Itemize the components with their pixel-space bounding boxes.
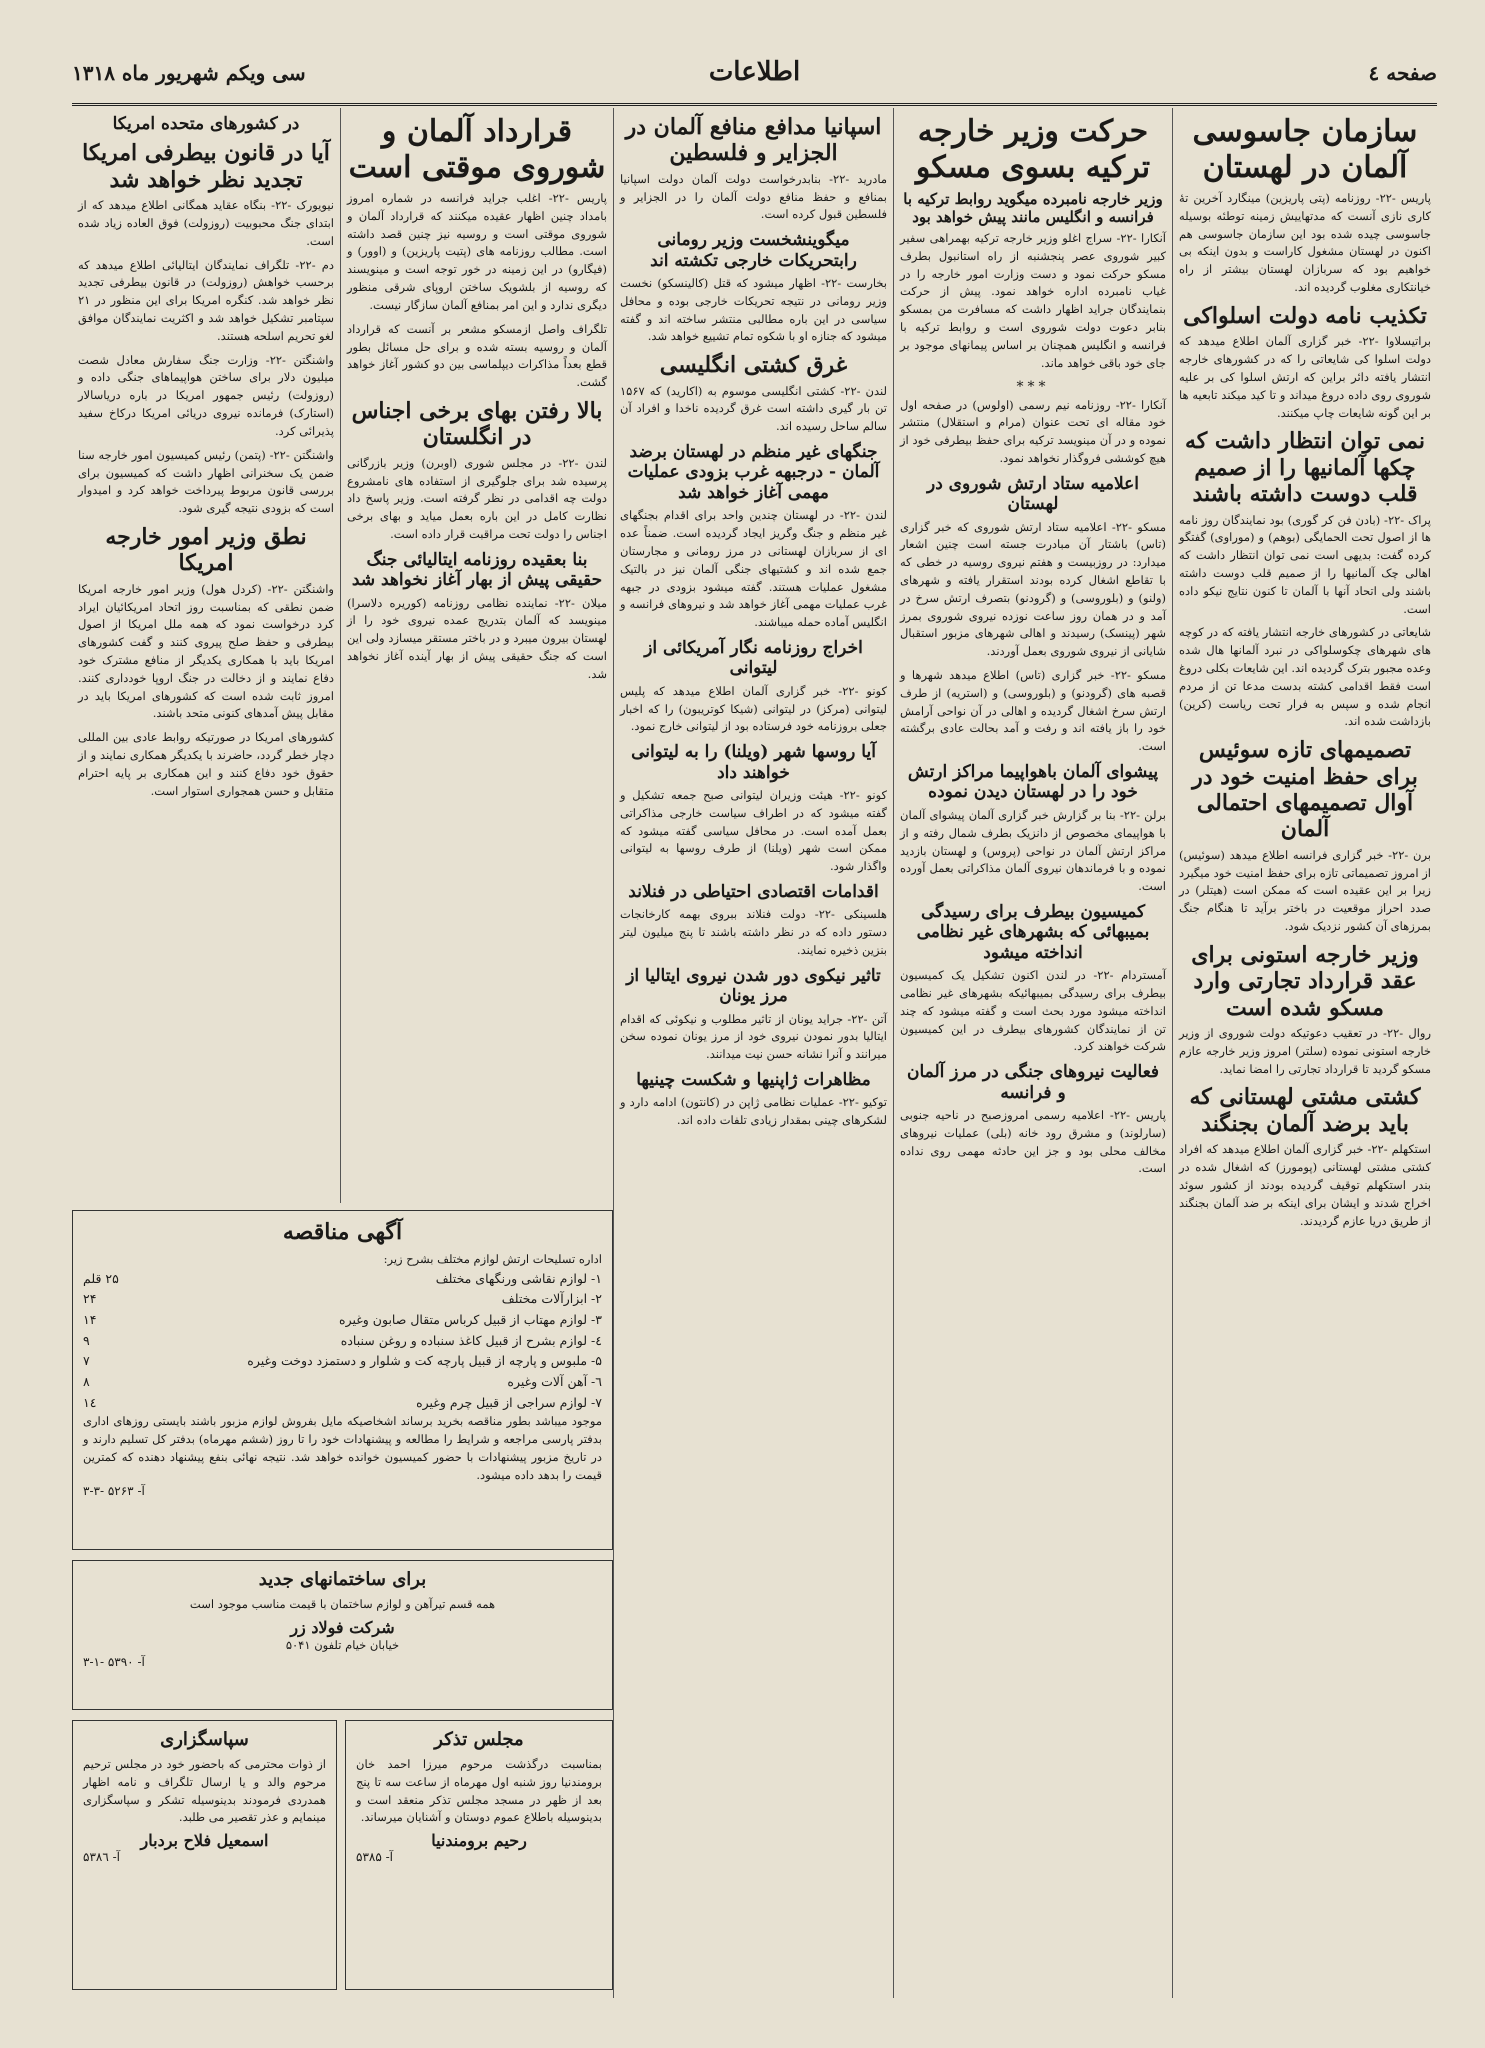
headline-ship-sunk: غرق کشتی انگلیسی xyxy=(659,352,848,379)
article-text: کشورهای امریکا در صورتیکه روابط عادی بین المللی دچار خطر گردد، حاضرند با یکدیگر همکاری نمایند و از حقوق خود دفاع کنند و این همکاری بر پایه احترام متقابل و حسن همجواری استوار است. xyxy=(78,730,334,798)
article-text: مسکو -۲۲- خبر گزاری (تاس) اطلاع میدهد شهرها و قصبه های (گرودنو) و (بلوروسی) و (استریه) از طرف ارتش سرخ اشغال گردیده و اهالی در آن نواحی آرامش خود را باز یافته اند و رفت و آمد بحالت عادی برگشته است. xyxy=(900,668,1166,754)
headline-estonia: وزیر خارجه استونی برای عقد قرارداد تجارتی وارد مسکو شده است xyxy=(1191,941,1419,1021)
company-name: شرکت فولاد زر xyxy=(290,1617,395,1637)
thanks-ad xyxy=(72,1720,337,1990)
article-text: واشنگتن -۲۲- (کردل هول) وزیر امور خارجه امریکا ضمن نطقی که بمناسبت روز اتحاد امریکائیان ایراد کرد درخواست نمود که همه ملل امریکا از اصول بیطرفی و حفظ صلح پیروی کنند و گفت کشورهای امریکا باید با همکاری یکدیگر از منافع مشترک خود دفاع نمایند و از دخالت در جنگ اروپا خودداری کنند. امروز ثابت شده است که کشورهای امریکا باید در مقابل پیش آمدهای کنونی متحد باشند. xyxy=(78,581,334,721)
building-text: همه قسم تیرآهن و لوازم ساختمان با قیمت مناسب موجود است xyxy=(189,1597,496,1611)
memorial-ad xyxy=(345,1720,613,1990)
article-text: تلگراف واصل ازمسکو مشعر بر آنست که قرارداد آلمان و روسیه بسته شده و برای حل مسائل بطور قطع بعداً مذاکرات دیپلماسی بین دو کشور آغاز خواهد گشت. xyxy=(347,321,607,390)
headline-slovakia: تکذیب نامه دولت اسلواکی xyxy=(1183,302,1427,329)
headline-front: فعالیت نیروهای جنگی در مرز آلمان و فرانسه xyxy=(906,1062,1160,1103)
tender-item: ۲- ابزارآلات مختلف ۲۴ xyxy=(83,1291,602,1307)
article-text: پراک -۲۲- (بادن فن کر گوری) بود نمایندگان روز نامه ها از اصول تحت الحمایگی (بوهم) و (موراوی) گفتگو کرده گفت: بدیهی است نمی توان انتظار داشت که اهالی چک آلمانیها را از صمیم قلب دوست داشته باشند ولی اتحاد آنها با آلمان تا کنون نتایج نیکو داده است. xyxy=(1179,512,1432,616)
separator: *** xyxy=(1016,378,1050,395)
headline-neutrality: آیا در قانون بیطرفی امریکا تجدید نظر خواهد شد xyxy=(82,140,330,193)
ad-code: آ- ۵۲۶۳ -۳-۳ xyxy=(83,1484,145,1499)
issue-date: سی ویکم شهریور ماه ۱۳۱۸ xyxy=(72,61,306,85)
paper-name: اطلاعات xyxy=(708,57,801,87)
headline-japan: مظاهرات ژاپنیها و شکست چینیها xyxy=(636,1070,871,1091)
ad-code: آ- ۵۳۸٦ xyxy=(83,1850,120,1865)
headline-turkey-fm: حرکت وزیر خارجه ترکیه بسوی مسکو xyxy=(915,114,1151,185)
article-text: میلان -۲۲- نماینده نظامی روزنامه (کوریره دلاسرا) مینویسد که آلمان بتدریج عمده نیروی خود را از لهستان بیرون میبرد و در باختر مستقر میسازد ولی این است که جنگ حقیقی پیش از بهار آینده آغاز نخواهد شد. xyxy=(347,595,607,681)
headline-italy-greece: تاثیر نیکوی دور شدن نیروی ایتالیا از مرز یونان xyxy=(626,965,881,1007)
headline-czechs: نمی توان انتظار داشت که چکها آلمانیها را از صمیم قلب دوست داشته باشند xyxy=(1184,428,1426,508)
building-title: برای ساختمانهای جدید xyxy=(258,1569,427,1590)
headline-prices: بالا رفتن بهای برخی اجناس در انگلستان xyxy=(351,397,603,451)
headline-spain: اسپانیا مدافع منافع آلمان در الجزایر و فلسطین xyxy=(625,114,882,167)
headline-poland-guerrilla: جنگهای غیر منظم در لهستان برضد آلمان - درجبهه غرب بزودی عملیات مهمی آغاز خواهد شد xyxy=(627,442,880,503)
article-text: واشنگتن -۲۲- (پتمن) رئیس کمیسیون امور خارجه سنا ضمن یک سخنرانی اظهار داشت که کمیسیون برای بررسی قانون مربوط پیرداخت خواهد کرد و امیدوار است که بزودی نتیجه گیری شود. xyxy=(78,447,334,516)
building-ad xyxy=(72,1560,613,1710)
column-4 xyxy=(340,108,613,1203)
tender-item: ۳- لوازم مهتاب از قبیل کرباس متقال صابون وغیره ۱۴ xyxy=(83,1312,602,1328)
article-text: بخارست -۲۲- اظهار میشود که قتل (کالینسکو) نخست وزیر رومانی در نتیجه تحریکات خارجی بوده و محافل سیاسی در این باره مطالبی منتشر ساخته اند و گفته میشود که جنازه او با شکوه تمام تشییع خواهد شد. xyxy=(620,276,888,344)
article-text: لندن -۲۲- کشتی انگلیسی موسوم به (اکارید) که ۱۵۶۷ تن بار گیری داشته است غرق گردیده ناخدا و افراد آن سالم ساحل رسیده اند. xyxy=(620,383,888,434)
headline-hull-speech: نطق وزیر امور خارجه امریکا xyxy=(105,523,307,577)
tender-item-list xyxy=(83,1269,602,1413)
tender-ad xyxy=(72,1210,613,1550)
article-text: پاریس -۲۲- اغلب جراید فرانسه در شماره امروز بامداد چنین اظهار عقیده میکنند که قرارداد آلمان و شوروی موقتی است و روسیه نیز چنین قصد داشته است. مطالب روزنامه های (پتیت پاریزین) و (اوور) و (فیگارو) در این زمینه در خور توجه است و مینویسند که روسیه از بلشویک ساختن اروپای شرقی منظور دیگری ندارد و این امر بمنافع آلمان سازگار نیست. xyxy=(347,191,607,312)
column-2 xyxy=(893,108,1172,1998)
tender-item: ۱- لوازم نقاشی ورنگهای مختلف ۲۵ قلم xyxy=(83,1270,602,1286)
article-text: واشنگتن -۲۲- وزارت جنگ سفارش معادل شصت میلیون دلار برای ساختن هواپیماهای جنگی داده و (روزولت) رئیس جمهور امریکا در باره دریاسالار (استارک) فرمانده نیروی دریائی امریکا درکاخ سفید پذیرائی کرد. xyxy=(78,352,334,438)
company-address: خیابان خیام تلفون ۵۰۴۱ xyxy=(285,1637,400,1652)
article-text: پاریس -۲۲- اعلامیه رسمی امروزصبح در ناحیه جنوبی (سارلوند) و مشرق رود خانه (بلی) عملیات نیروهای مخالف محلی بود و جز این حادثه مهمی روی نداده است. xyxy=(900,1107,1166,1176)
article-text: براتیسلاوا -۲۲- خبر گزاری آلمان اطلاع میدهد که دولت اسلوا کی شایعاتی را که در کشورهای خارجه انتشار یافته دائر براین که ارتش اسلوا کی بر علیه شوروی روی داده دروغ میداند و تا کید میکند تابعیه ها بر این گونه شایعات چاپ میکنند. xyxy=(1179,334,1431,420)
article-text: آنکارا -۲۲- سراج اغلو وزیر خارجه ترکیه بهمراهی سفیر کبیر شوروی عصر پنجشنبه از راه استانبول بطرف مسکو حرکت نمود و دست وزارت امور خارجه را در غیاب نامبرده اداره خواهد نمود. پیش از حرکت بنمایندگان جراید اظهار داشت که مسافرت من بمسکو بنابر دعوت دولت شوروی است و روابط ترکیه با فرانسه و انگلیس همچنان بر اساس پیمانهای موجود بر جای خود باقی خواهد ماند. xyxy=(900,231,1167,370)
headline-commission: کمیسیون بیطرف برای رسیدگی بمیبهائی که بشهرهای غیر نظامی انداخته میشود xyxy=(916,901,1150,963)
article-text: شایعاتی در کشورهای خارجه انتشار یافته که در کوچه های شهرهای چکوسلواکی در نبرد آلمانها هال شده وعده مجبور بترک گردیده اند. این شایعات بکلی دروغ است فقط اقدامی کشته بدست مدعا تن از مردم انجام شده و سپس به فرار تحت ریاست (کرین) بازداشت شده اند. xyxy=(1179,625,1431,729)
article-text: آتن -۲۲- جراید یونان از تاثیر مطلوب و نیکوئی که اقدام ایتالیا بدور نمودن نیروی خود از مرز یونان نموده سخن میرانند و آنرا نشانه حسن نیت میدانند. xyxy=(620,1011,887,1062)
article-text: آنکارا -۲۲- روزنامه نیم رسمی (اولوس) در صفحه اول خود مقاله ای تحت عنوان (مرام و استقلال) منتشر نموده و در آن مینویسد ترکیه برای حفظ بیطرفی خود از هیچ کوششی فروگذار نخواهد نمود. xyxy=(900,397,1166,465)
column-3 xyxy=(613,108,893,1998)
headline-real-war: بنا بعقیده روزنامه ایتالیائی جنگ حقیقی پیش از بهار آغاز نخواهد شد xyxy=(351,549,603,591)
thanks-title: سپاسگزاری xyxy=(160,1729,249,1750)
article-text: نیویورک -۲۲- بنگاه عقاید همگانی اطلاع میدهد که از ابتدای جنگ محبوبیت (روزولت) فوق العاده زیاد شده است. xyxy=(78,198,334,248)
page-number: صفحه ٤ xyxy=(1368,61,1437,85)
tender-item: ۵- ملبوس و پارچه از قبیل پارچه کت و شلوار و دستمزد دوخت وغیره ۷ xyxy=(83,1353,602,1369)
memorial-text: بمناسبت درگذشت مرحوم میرزا احمد خان برومندنیا روز شنبه اول مهرماه از ساعت سه تا پنج بعد از ظهر در مسجد مجلس تذکر منعقد است و بدینوسیله باطلاع عموم دوستان و آشنایان میرساند. xyxy=(356,1757,602,1825)
article-text: آمستردام -۲۲- در لندن اکنون تشکیل یک کمیسیون بیطرف برای رسیدگی بمیبهائیکه بشهرهای غیر نظامی انداخته میشود مورد بحث است و گفته میشود که چند تن از نمایندگان کشورهای بیطرف در این کمیسیون شرکت خواهند کرد. xyxy=(900,968,1166,1054)
headline-journalist: اخراج روزنامه نگار آمریکائی از لیتوانی xyxy=(644,637,863,679)
article-text: لندن -۲۲- در مجلس شوری (اوبرن) وزیر بازرگانی پرسیده شد برای جلوگیری از استفاده های نامشروع دولت چه اقدامی در نظر گرفته است. وزیر پاسخ داد نظارت کامل در این باره بعمل میاید و بهای برخی اجناس را دولت تحت مراقبت قرار داده است. xyxy=(347,455,608,541)
tender-item: ۷- لوازم سراجی از قبیل چرم وغیره ۱٤ xyxy=(83,1394,602,1410)
tender-title: آگهی مناقصه xyxy=(282,1219,403,1245)
subheadline: وزیر خارجه نامبرده میگوید روابط ترکیه با فرانسه و انگلیس مانند پیش خواهد بود xyxy=(903,190,1163,226)
headline-hitler-visit: پیشوای آلمان باهواپیما مراکز ارتش خود را در لهستان دیدن نموده xyxy=(907,762,1159,803)
headline-romania: میگوینشخست وزیر رومانی رابتحریکات خارجی تکشته اند xyxy=(650,230,857,271)
memorial-title: مجلس تذکر xyxy=(434,1729,524,1750)
headline-switzerland: تصمیمهای تازه سوئیس برای حفظ امنیت خود در آوال تصمیمهای احتمالی آلمان xyxy=(1192,737,1418,843)
article-text: برلن -۲۲- بنا بر گزارش خبر گزاری آلمان پیشوای آلمان با هواپیمای مخصوص از دانزیک بطرف شمال رفته و از مراکز ارتش آلمان در نواحی (پروس) و لهستان بازدید نموده و با فرماندهان نیروی آلمان مذاکراتی بعمل آورده است. xyxy=(900,807,1166,894)
signer-name: اسمعیل فلاح بردبار xyxy=(140,1831,269,1851)
headline-polish-ship: کشتی مشتی لهستانی که باید برضد آلمان بجنگند xyxy=(1189,1084,1421,1137)
column-5 xyxy=(72,108,340,1203)
column-1 xyxy=(1172,108,1437,1998)
headline-finland: اقدامات اقتصادی احتیاطی در فنلاند xyxy=(628,882,879,902)
article-text: لندن -۲۲- در لهستان چندین واحد برای اقدام بجنگهای غیر منظم و جنگ وگریز ایجاد گردیده است. ضمناً عده ای از سربازان لهستانی در مرز رومانی و مجارستان جمع شده اند و کشتیهای جنگی آلمان نیز در بالتیک مشغول عملیات هستند. گفته میشود بزودی در جبهه غرب عملیات مهمی آغاز خواهد شد و نیروهای فرانسه و انگلیس آماده حمله میباشند. xyxy=(620,508,887,630)
article-text: پاریس -۲۲- روزنامه (پتی پاریزین) مینگارد آخرین تهٔ کاری نازی آنست که مدتهاییش زمینه توطئه بوسیله جاسوسی چیده شده بود این سازمان جاسوسی هم اکنون در لهستان مشغول کاراست و بدون اینکه بی خواهیم بود که سربازان لهستان بیشتر از راه خیانتکاری مغلوب گردیده اند. xyxy=(1179,191,1431,295)
ad-code: آ- ۵۳۹۰ -۱-۳ xyxy=(83,1654,145,1669)
article-text: هلسینکی -۲۲- دولت فنلاند ببروی بهمه کارخانجات دستور داده که در نظر داشته باشند تا پنج میلیون لیتر بنزین ذخیره نمایند. xyxy=(620,907,887,958)
ad-code: آ- ۵۳۸۵ xyxy=(356,1850,393,1865)
section-title: در کشورهای متحده امریکا xyxy=(112,114,300,134)
article-text: کونو -۲۲- هیئت وزیران لیتوانی صبح جمعه تشکیل و گفته میشود که در اطراف سیاست خارجی مذاکراتی بعمل آمده است. در محافل سیاسی گفته میشود که ممکن است شهر (ویلنا) از طرف روسها به لیتوانی واگذار شود. xyxy=(620,787,887,874)
headline-soviet-hq: اعلامیه ستاد ارتش شوروی در لهستان xyxy=(926,473,1140,515)
tender-text: موجود میباشد بطور مناقصه بخرید برساند اشخاصیکه مایل بفروش لوازم مزبور باشند بایستی روزهای اداری بدفتر پارسی مراجعه و شرایط را مطالعه و پیشنهادات خود را تا روز (ششم مهرماه) بدفتر کل تسلیم دارند و در تاریخ مزبور پیشنهادات با حضور کمیسیون خوانده خواهد شد. نتیجه نهائی بنفع پیشنهاد دهنده که کمترین قیمت را بدهد داده میشود. xyxy=(83,1414,602,1482)
article-text: کونو -۲۲- خبر گزاری آلمان اطلاع میدهد که پلیس لیتوانی (مرکز) در لیتوانی (شیکا کوتریبون) را که اخبار جعلی بروزنامه خود فرستاده بود از لیتوانی خارج نمود. xyxy=(620,683,887,734)
tender-item: ٦- آهن آلات وغیره ۸ xyxy=(83,1373,602,1389)
tender-intro: اداره تسلیحات ارتش لوازم مختلف بشرح زیر: xyxy=(383,1252,602,1266)
masthead xyxy=(72,55,1437,106)
headline-espionage: سازمان جاسوسی آلمان در لهستان xyxy=(1192,114,1418,185)
headline-vilna: آیا روسها شهر (ویلنا) را به لیتوانی خواهند داد xyxy=(631,742,876,783)
thanks-text: از ذوات محترمی که باحضور خود در مجلس ترحیم مرحوم والد و یا ارسال تلگراف و نامه اظهار همدردی فرمودند بدینوسیله تشکر و سپاسگزاری مینمایم و عذر تقصیر می طلبد. xyxy=(83,1757,326,1825)
article-text: روال -۲۲- در تعقیب دعوتیکه دولت شوروی از وزیر خارجه استونی نموده (سلتر) امروز وزیر خارجه عازم مسکو گردید تا قرارداد تجارتی را امضا نماید. xyxy=(1179,1026,1431,1076)
article-text: برن -۲۲- خبر گزاری فرانسه اطلاع میدهد (سوئیس) از امروز تصمیماتی تازه برای حفظ امنیت خود میگیرد زیرا بر این عقیده است که ممکن است (هیتلر) در صدد احراز موقعیت در باختر برآید تا هنگام جنگ بمرزهای آن کشور نزدیک شود. xyxy=(1179,847,1431,934)
tender-item: ٤- لوازم بشرح از قبیل کاغذ سنباده و روغن سنباده ۹ xyxy=(83,1332,602,1348)
article-text: مسکو -۲۲- اعلامیه ستاد ارتش شوروی که خبر گزاری (تاس) باشتار آن مبادرت جسته است چنین اشعار میدارد: در روزبیست و هفتم نیروی روسیه در خطی که با تقاطع اشغال کرده بودند استقرار یافته و شهرهای (ولنو) و (بلوروسی) و (گرودنو) بتصرف ارتش سرخ در آمد و در همان روز ساعت نوزده نیروی شوروی بمرز شهر (پینسک) رسیدند و اهالی شهرهای مزبور استقبال شایانی از نیروی شوروی بعمل آوردند. xyxy=(900,519,1166,659)
signer-name: رحیم برومندنیا xyxy=(431,1831,527,1851)
article-text: توکیو -۲۲- عملیات نظامی ژاپن در (کانتون) ادامه دارد و لشکرهای چینی بمقدار زیادی تلفات داده اند. xyxy=(620,1095,887,1128)
article-text: دم -۲۲- تلگراف نمایندگان ایتالیائی اطلاع میدهد که برحسب خواهش (روزولت) در قانون بیطرفی تجدید نظر خواهد شد. کنگره امریکا برای این منظور در ۲۱ سپتامبر تشکیل خواهد شد و اکثریت نمایندگان موافق لغو تحریم اسلحه هستند. xyxy=(78,257,334,343)
article-text: استکهلم -۲۲- خبر گزاری آلمان اطلاع میدهد که افراد کشتی مشتی لهستانی (پومورز) که اشغال شده در بندر استکهلم توقیف گردیده بودند از کشور سوئد اخراج شدند و ایشان برای اینکه بر ضد آلمان بجنگند از طریق دریا عازم گردیدند. xyxy=(1179,1142,1431,1228)
article-text: مادرید -۲۲- بنابدرخواست دولت آلمان دولت اسپانیا بمنافع و حفظ منافع دولت آلمان را در الجزایر و فلسطین قبول کرده است. xyxy=(620,171,887,222)
headline-pact: قرارداد آلمان و شوروی موقتی است xyxy=(348,114,606,185)
